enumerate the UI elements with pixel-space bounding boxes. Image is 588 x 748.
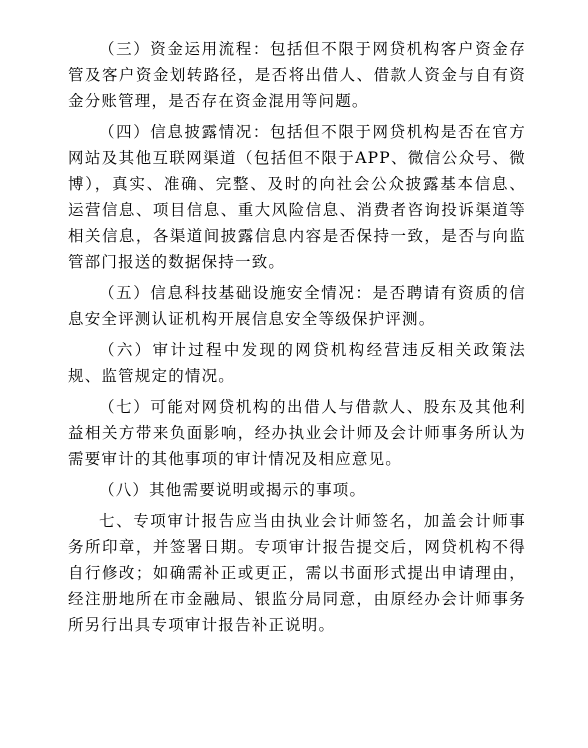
paragraph-fund-usage-process: （三）资金运用流程：包括但不限于网贷机构客户资金存管及客户资金划转路径，是否将出借人、借款人资金与自有资金分账管理，是否存在资金混用等问题。 [68,40,526,110]
paragraph-negative-impact-matters: （七）可能对网贷机构的出借人与借款人、股东及其他利益相关方带来负面影响，经办执业会计师及会计师事务所认为需要审计的其他事项的审计情况及相应意见。 [68,398,526,468]
paragraph-report-signature-requirements: 七、专项审计报告应当由执业会计师签名，加盖会计师事务所印章，并签署日期。专项审计报告提交后，网贷机构不得自行修改；如确需补正或更正，需以书面形式提出申请理由，经注册地所在市金融局、银监分局同意，由原经办会计师事务所另行出具专项审计报告补正说明。 [68,512,526,634]
paragraph-it-infrastructure-security: （五）信息科技基础设施安全情况：是否聘请有资质的信息安全评测认证机构开展信息安全等级保护评测。 [68,284,526,328]
paragraph-information-disclosure: （四）信息披露情况：包括但不限于网贷机构是否在官方网站及其他互联网渠道（包括但不限于APP、微信公众号、微博），真实、准确、完整、及时的向社会公众披露基本信息、运营信息、项目信息、重大风险信息、消费者咨询投诉渠道等相关信息，各渠道间披露信息内容是否保持一致，是否与向监管部门报送的数据保持一致。 [68,123,526,271]
paragraph-other-matters: （八）其他需要说明或揭示的事项。 [99,481,367,499]
paragraph-regulatory-violations: （六）审计过程中发现的网贷机构经营违反相关政策法规、监管规定的情况。 [68,341,526,385]
